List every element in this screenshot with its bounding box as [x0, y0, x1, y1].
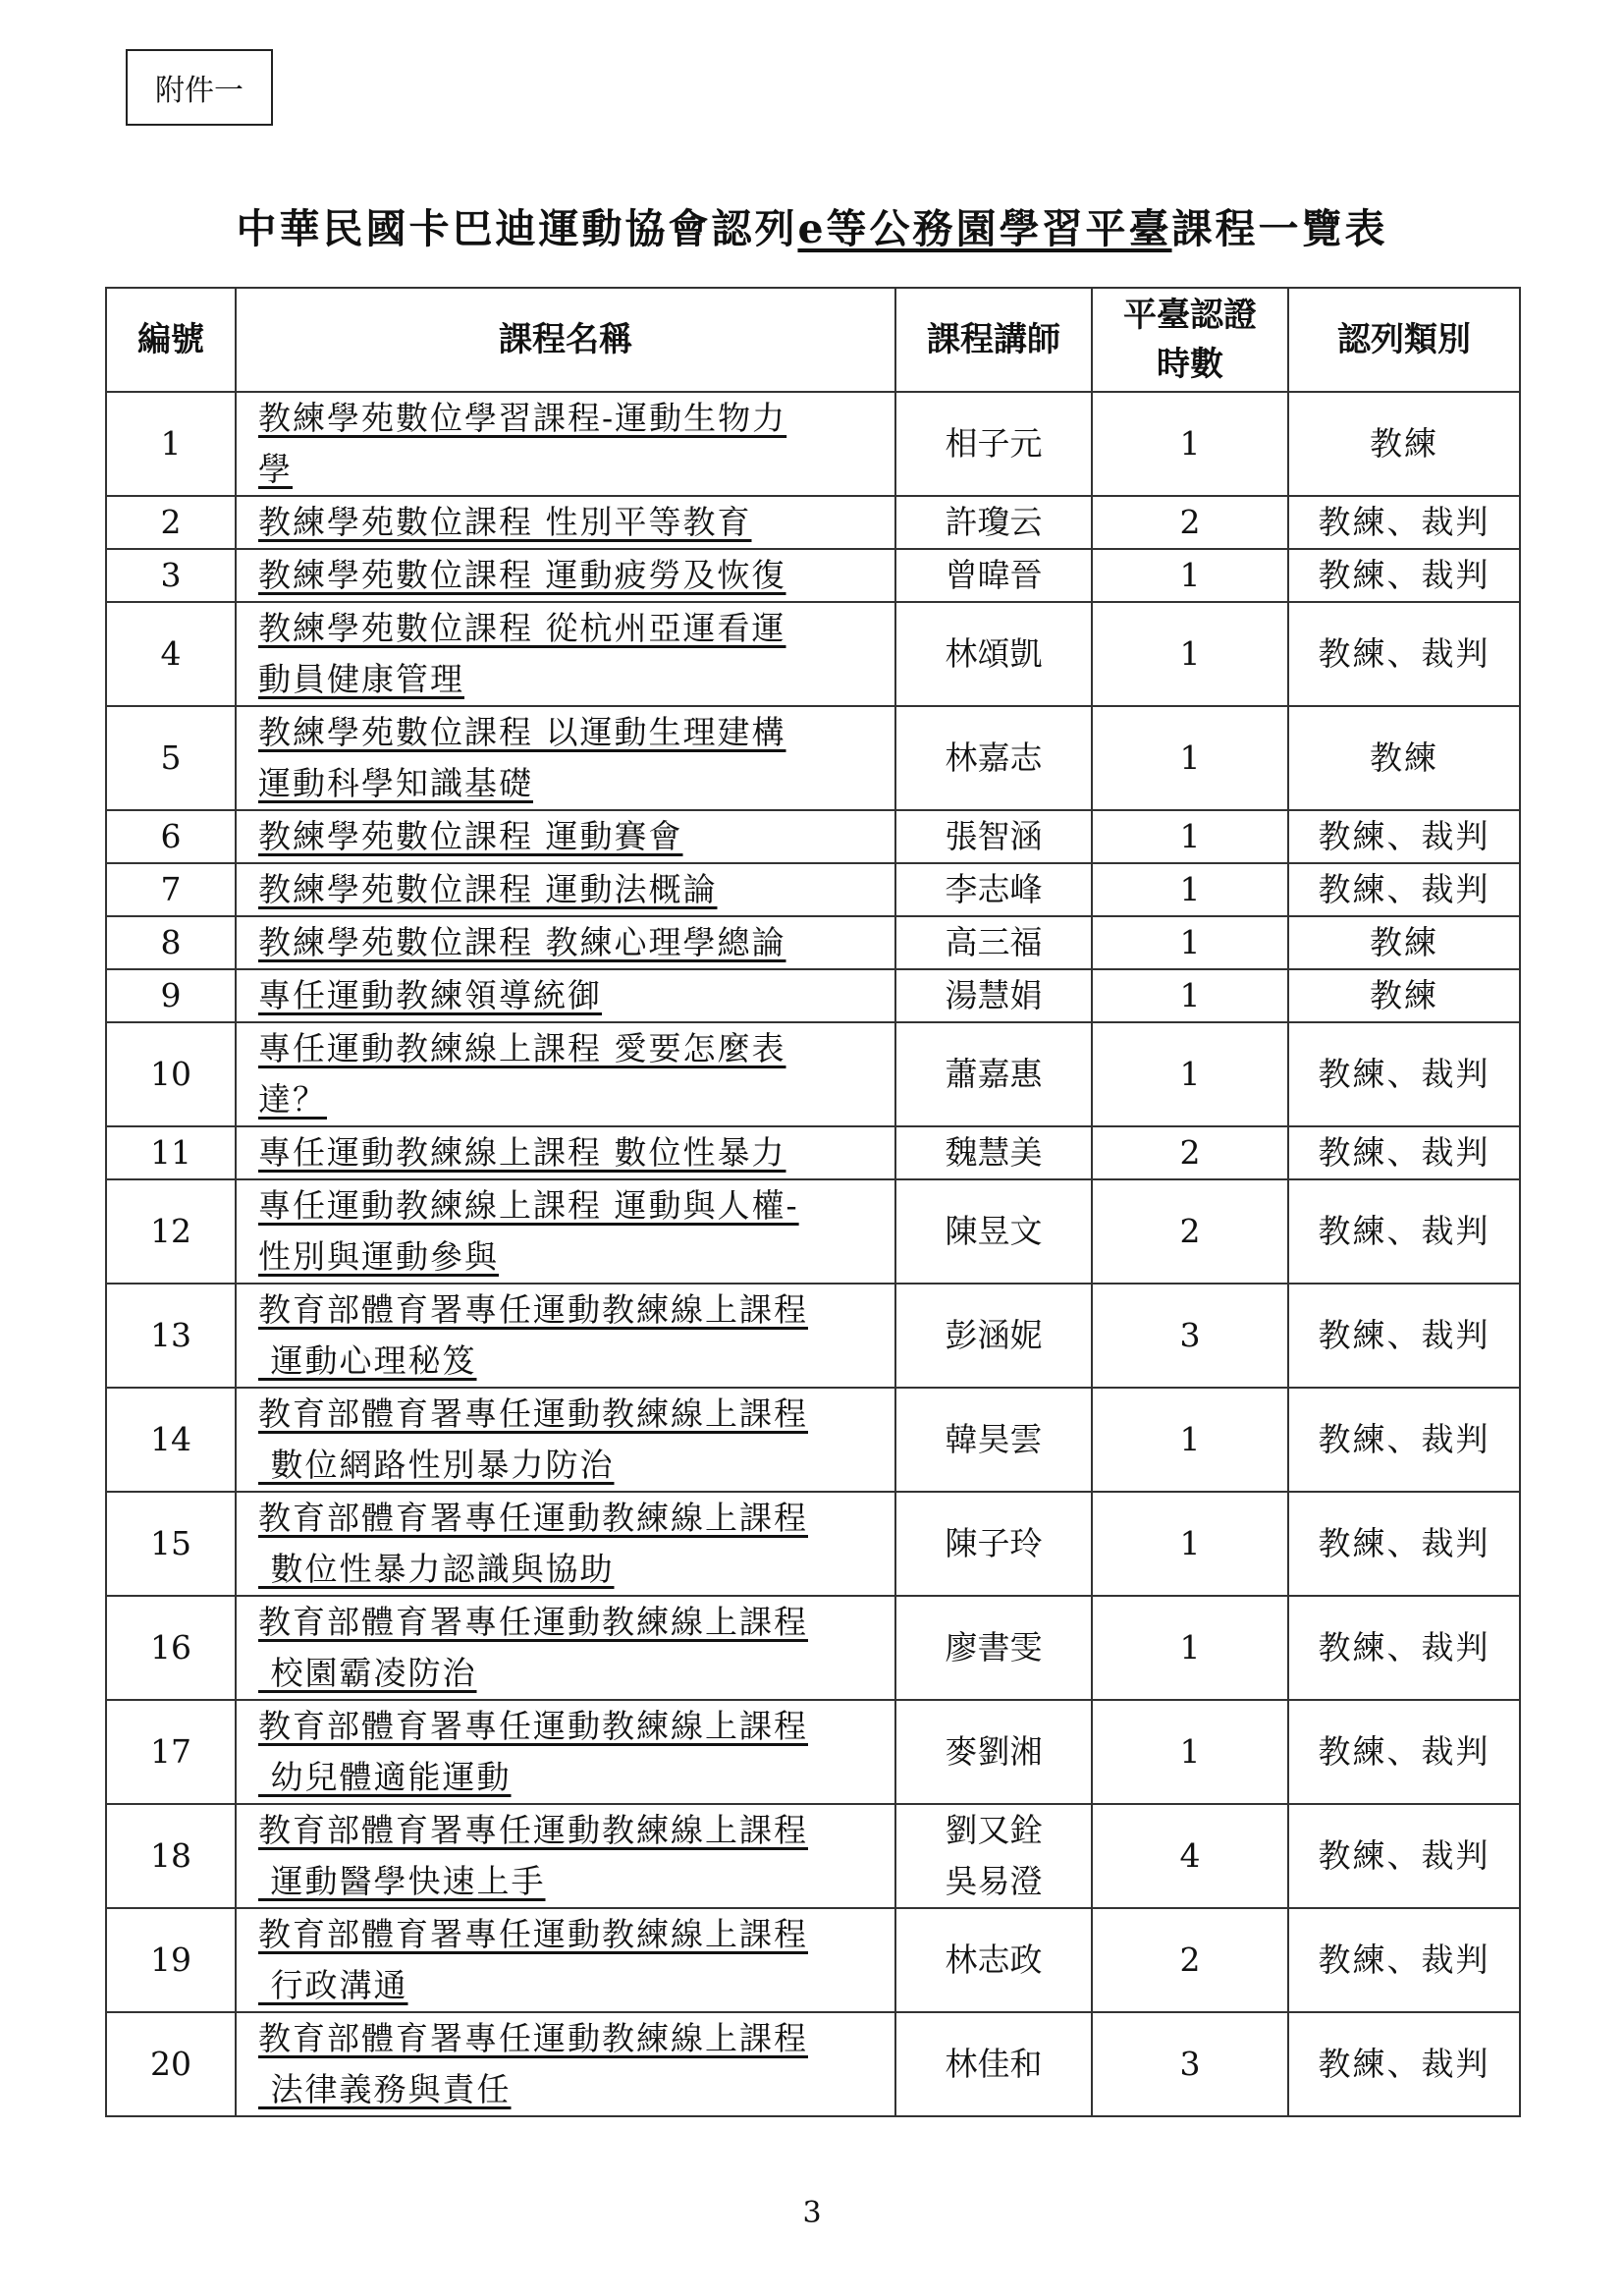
- title-suffix: 課程一覽表: [1171, 205, 1388, 252]
- course-name-line: 運動心理秘笈: [258, 1341, 477, 1380]
- page-title: [0, 196, 1624, 254]
- row-number: 1: [106, 392, 236, 496]
- course-name: [236, 810, 895, 863]
- course-instructor: [895, 1492, 1092, 1596]
- course-name: [236, 1804, 895, 1908]
- row-number: 19: [106, 1908, 236, 2012]
- instructor-name: 林嘉志: [945, 738, 1043, 777]
- course-name-line: 教練學苑數位課程 教練心理學總論: [258, 923, 786, 961]
- course-name-line: 運動科學知識基礎: [258, 764, 533, 802]
- certified-hours: 1: [1092, 863, 1288, 916]
- instructor-name: 魏慧美: [945, 1133, 1043, 1172]
- header-number: 編號: [106, 288, 236, 392]
- recognition-category: 教練: [1288, 969, 1520, 1022]
- table-row: [106, 1596, 1520, 1700]
- instructor-name: 相子元: [945, 424, 1043, 463]
- row-number: 6: [106, 810, 236, 863]
- course-instructor: [895, 392, 1092, 496]
- course-name: [236, 496, 895, 549]
- course-name-line: 幼兒體適能運動: [258, 1758, 512, 1796]
- course-name-line: 數位網路性別暴力防治: [258, 1446, 615, 1484]
- course-instructor: [895, 1700, 1092, 1804]
- course-instructor: [895, 549, 1092, 602]
- course-name-line: 專任運動教練線上課程 愛要怎麼表: [258, 1029, 786, 1067]
- certified-hours: 1: [1092, 810, 1288, 863]
- recognition-category: 教練、裁判: [1288, 1908, 1520, 2012]
- header-hours-line1: 平臺認證: [1123, 296, 1257, 335]
- row-number: 11: [106, 1126, 236, 1179]
- recognition-category: 教練、裁判: [1288, 1596, 1520, 1700]
- course-name: [236, 1908, 895, 2012]
- course-instructor: [895, 2012, 1092, 2116]
- instructor-name: 彭涵妮: [945, 1316, 1043, 1354]
- row-number: 7: [106, 863, 236, 916]
- certified-hours: 1: [1092, 1596, 1288, 1700]
- instructor-name: 李志峰: [945, 870, 1043, 908]
- course-instructor: [895, 1388, 1092, 1492]
- course-name: [236, 2012, 895, 2116]
- course-instructor: [895, 1126, 1092, 1179]
- course-name-line: 教育部體育署專任運動教練線上課程: [258, 1811, 808, 1849]
- course-name: [236, 1492, 895, 1596]
- attachment-label: 附件一: [126, 49, 273, 126]
- table-row: [106, 1126, 1520, 1179]
- recognition-category: 教練、裁判: [1288, 810, 1520, 863]
- title-prefix: 中華民國卡巴迪運動協會認列: [236, 205, 798, 252]
- course-name-line: 數位性暴力認識與協助: [258, 1550, 615, 1588]
- table-row: [106, 602, 1520, 706]
- recognition-category: 教練、裁判: [1288, 1022, 1520, 1126]
- course-name: [236, 969, 895, 1022]
- table-row: [106, 1700, 1520, 1804]
- recognition-category: 教練、裁判: [1288, 602, 1520, 706]
- table-row: [106, 1388, 1520, 1492]
- instructor-name: 曾暐晉: [945, 556, 1043, 594]
- table-row: [106, 392, 1520, 496]
- table-row: [106, 496, 1520, 549]
- course-name-line: 教育部體育署專任運動教練線上課程: [258, 1915, 808, 1953]
- certified-hours: 1: [1092, 1022, 1288, 1126]
- course-instructor: [895, 1908, 1092, 2012]
- row-number: 3: [106, 549, 236, 602]
- table-row: [106, 549, 1520, 602]
- course-instructor: [895, 810, 1092, 863]
- course-instructor: [895, 496, 1092, 549]
- course-name-line: 法律義務與責任: [258, 2070, 512, 2108]
- row-number: 13: [106, 1284, 236, 1388]
- instructor-name: 林頌凱: [945, 634, 1043, 673]
- table-row: [106, 916, 1520, 969]
- header-instructor: 課程講師: [895, 288, 1092, 392]
- certified-hours: 1: [1092, 1700, 1288, 1804]
- recognition-category: 教練、裁判: [1288, 1179, 1520, 1284]
- recognition-category: 教練、裁判: [1288, 1492, 1520, 1596]
- course-name-line: 運動醫學快速上手: [258, 1862, 546, 1900]
- recognition-category: 教練、裁判: [1288, 1804, 1520, 1908]
- certified-hours: 1: [1092, 1388, 1288, 1492]
- certified-hours: 1: [1092, 969, 1288, 1022]
- course-name: [236, 602, 895, 706]
- instructor-name: 蕭嘉惠: [945, 1055, 1043, 1093]
- course-name-line: 學: [258, 450, 293, 488]
- course-instructor: [895, 863, 1092, 916]
- course-name-line: 教練學苑數位課程 運動疲勞及恢復: [258, 556, 786, 594]
- recognition-category: 教練、裁判: [1288, 549, 1520, 602]
- certified-hours: 2: [1092, 1126, 1288, 1179]
- certified-hours: 2: [1092, 1179, 1288, 1284]
- row-number: 2: [106, 496, 236, 549]
- course-table-body: [106, 392, 1520, 2116]
- course-name-line: 教育部體育署專任運動教練線上課程: [258, 1290, 808, 1329]
- instructor-name: 高三福: [945, 923, 1043, 961]
- course-name: [236, 706, 895, 810]
- row-number: 8: [106, 916, 236, 969]
- course-name: [236, 1596, 895, 1700]
- row-number: 12: [106, 1179, 236, 1284]
- course-name-line: 教練學苑數位課程 從杭州亞運看運: [258, 609, 786, 647]
- header-hours-line2: 時數: [1157, 345, 1223, 384]
- row-number: 4: [106, 602, 236, 706]
- course-name: [236, 1284, 895, 1388]
- course-name-line: 性別與運動參與: [258, 1237, 499, 1276]
- course-name: [236, 1700, 895, 1804]
- row-number: 17: [106, 1700, 236, 1804]
- course-instructor: [895, 1022, 1092, 1126]
- table-header-row: [106, 288, 1520, 392]
- instructor-name: 陳子玲: [945, 1524, 1043, 1562]
- course-name: [236, 549, 895, 602]
- row-number: 10: [106, 1022, 236, 1126]
- table-row: [106, 969, 1520, 1022]
- course-name-line: 教育部體育署專任運動教練線上課程: [258, 2019, 808, 2057]
- row-number: 20: [106, 2012, 236, 2116]
- course-name: [236, 1388, 895, 1492]
- instructor-name: 陳昱文: [945, 1212, 1043, 1250]
- header-course-name: 課程名稱: [236, 288, 895, 392]
- certified-hours: 2: [1092, 1908, 1288, 2012]
- certified-hours: 1: [1092, 916, 1288, 969]
- course-instructor: [895, 1284, 1092, 1388]
- course-name: [236, 863, 895, 916]
- instructor-name: 林佳和: [945, 2045, 1043, 2083]
- course-name-line: 教練學苑數位課程 性別平等教育: [258, 503, 752, 541]
- instructor-name: 吳易澄: [945, 1862, 1043, 1900]
- row-number: 18: [106, 1804, 236, 1908]
- course-name: [236, 1179, 895, 1284]
- course-name-line: 專任運動教練領導統御: [258, 976, 602, 1014]
- course-name-line: 教育部體育署專任運動教練線上課程: [258, 1394, 808, 1433]
- course-name-line: 教練學苑數位課程 運動法概論: [258, 870, 718, 908]
- table-row: [106, 706, 1520, 810]
- table-row: [106, 810, 1520, 863]
- instructor-name: 許瓊云: [945, 503, 1043, 541]
- table-row: [106, 1179, 1520, 1284]
- course-name-line: 教育部體育署專任運動教練線上課程: [258, 1707, 808, 1745]
- instructor-name: 劉又銓: [945, 1811, 1043, 1849]
- row-number: 14: [106, 1388, 236, 1492]
- course-name: [236, 392, 895, 496]
- row-number: 5: [106, 706, 236, 810]
- row-number: 15: [106, 1492, 236, 1596]
- table-row: [106, 863, 1520, 916]
- recognition-category: 教練: [1288, 706, 1520, 810]
- instructor-name: 湯慧娟: [945, 976, 1043, 1014]
- course-instructor: [895, 1179, 1092, 1284]
- instructor-name: 韓昊雲: [945, 1420, 1043, 1458]
- instructor-name: 麥劉湘: [945, 1732, 1043, 1771]
- row-number: 9: [106, 969, 236, 1022]
- course-name-line: 行政溝通: [258, 1966, 408, 2004]
- course-name-line: 教練學苑數位課程 運動賽會: [258, 817, 683, 855]
- recognition-category: 教練、裁判: [1288, 1388, 1520, 1492]
- course-name-line: 達？: [258, 1080, 327, 1119]
- table-row: [106, 1284, 1520, 1388]
- course-instructor: [895, 706, 1092, 810]
- course-name: [236, 1022, 895, 1126]
- table-row: [106, 1022, 1520, 1126]
- course-name-line: 教育部體育署專任運動教練線上課程: [258, 1499, 808, 1537]
- table-row: [106, 1804, 1520, 1908]
- instructor-name: 林志政: [945, 1941, 1043, 1979]
- course-name-line: 教練學苑數位學習課程-運動生物力: [258, 399, 787, 437]
- course-name-line: 專任運動教練線上課程 運動與人權-: [258, 1186, 799, 1225]
- certified-hours: 4: [1092, 1804, 1288, 1908]
- certified-hours: 3: [1092, 2012, 1288, 2116]
- certified-hours: 1: [1092, 602, 1288, 706]
- recognition-category: 教練: [1288, 916, 1520, 969]
- course-instructor: [895, 1804, 1092, 1908]
- table-row: [106, 1908, 1520, 2012]
- recognition-category: 教練、裁判: [1288, 863, 1520, 916]
- course-name: [236, 916, 895, 969]
- table-row: [106, 1492, 1520, 1596]
- course-instructor: [895, 602, 1092, 706]
- course-name-line: 專任運動教練線上課程 數位性暴力: [258, 1133, 786, 1172]
- certified-hours: 1: [1092, 1492, 1288, 1596]
- header-category: 認列類別: [1288, 288, 1520, 392]
- table-row: [106, 2012, 1520, 2116]
- certified-hours: 2: [1092, 496, 1288, 549]
- course-instructor: [895, 916, 1092, 969]
- recognition-category: 教練、裁判: [1288, 2012, 1520, 2116]
- recognition-category: 教練、裁判: [1288, 1284, 1520, 1388]
- certified-hours: 3: [1092, 1284, 1288, 1388]
- header-hours: [1092, 288, 1288, 392]
- instructor-name: 廖書雯: [945, 1628, 1043, 1667]
- course-name-line: 動員健康管理: [258, 660, 464, 698]
- recognition-category: 教練、裁判: [1288, 1700, 1520, 1804]
- certified-hours: 1: [1092, 392, 1288, 496]
- row-number: 16: [106, 1596, 236, 1700]
- course-name-line: 教練學苑數位課程 以運動生理建構: [258, 713, 786, 751]
- title-underlined: e等公務園學習平臺: [797, 205, 1172, 252]
- certified-hours: 1: [1092, 706, 1288, 810]
- instructor-name: 張智涵: [945, 817, 1043, 855]
- course-instructor: [895, 969, 1092, 1022]
- course-name-line: 教育部體育署專任運動教練線上課程: [258, 1603, 808, 1641]
- course-instructor: [895, 1596, 1092, 1700]
- certified-hours: 1: [1092, 549, 1288, 602]
- recognition-category: 教練、裁判: [1288, 1126, 1520, 1179]
- recognition-category: 教練、裁判: [1288, 496, 1520, 549]
- course-table: [105, 287, 1521, 2117]
- course-name-line: 校園霸凌防治: [258, 1654, 477, 1692]
- course-name: [236, 1126, 895, 1179]
- page-number: 3: [802, 2196, 822, 2230]
- recognition-category: 教練: [1288, 392, 1520, 496]
